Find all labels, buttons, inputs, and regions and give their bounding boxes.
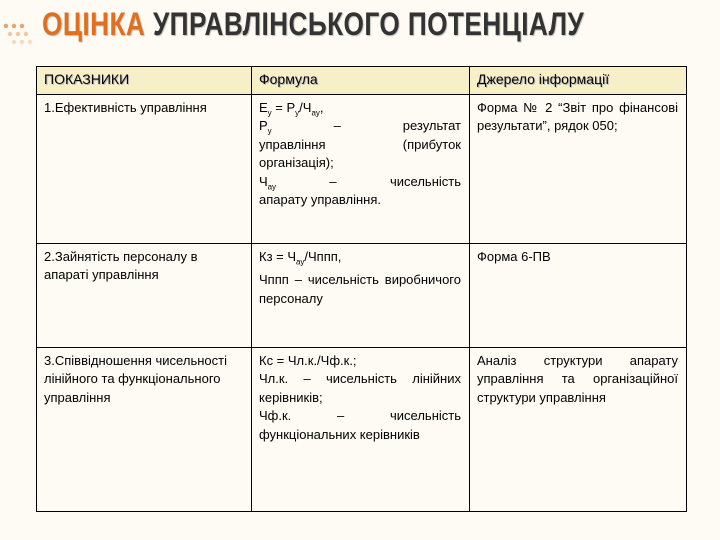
formula-definition-functional: Чф.к. – чисельність функціональних керівників <box>259 408 461 442</box>
indicators-table <box>36 66 687 512</box>
formula-def-p-line1: $Р_у$ – результат <box>259 118 461 137</box>
indicator-cell: 2.Зайнятість персоналу в апараті управління <box>37 244 252 348</box>
header-formula: Формула <box>252 67 470 95</box>
slide-title-rest: УПРАВЛІНСЬКОГО ПОТЕНЦІАЛУ <box>145 6 585 42</box>
table-header-row <box>37 67 687 95</box>
decorative-dots <box>0 18 38 58</box>
slide-title <box>42 6 584 43</box>
formula-equation: $Е_у = Р_у/Ч_{ау}$, <box>259 100 324 118</box>
table-row <box>37 348 687 512</box>
indicator-cell: 1.Ефективність управління <box>37 95 252 244</box>
formula-equation: Кз = $Ч_{ау}$/Чппп, <box>259 249 342 267</box>
formula-def-ch-line2: апарату управління. <box>259 192 381 208</box>
header-source: Джерело інформації <box>470 67 687 95</box>
slide-title-accent: ОЦІНКА <box>42 6 146 42</box>
formula-cell <box>252 244 470 348</box>
formula-equation: Кс = Чл.к./Чф.к.; <box>259 353 357 368</box>
table-row <box>37 244 687 348</box>
formula-def-ch-line1: $Ч_{ау}$ – чисельність <box>259 173 461 192</box>
source-cell: Аналіз структури апарату управління та організаційної структури управління <box>470 348 687 512</box>
formula-definition: Чппп – чисельність виробничого персоналу <box>259 272 461 306</box>
formula-definition-linear: Чл.к. – чисельність лінійних керівників; <box>259 371 461 405</box>
indicator-cell: 3.Співвідношення чисельності лінійного та функціонального управління <box>37 348 252 512</box>
source-cell: Форма № 2 “Звіт про фінансові результати”, рядок 050; <box>470 95 687 244</box>
formula-cell <box>252 95 470 244</box>
table-row <box>37 95 687 244</box>
formula-cell <box>252 348 470 512</box>
source-cell: Форма 6-ПВ <box>470 244 687 348</box>
header-indicators: ПОКАЗНИКИ <box>37 67 252 95</box>
formula-def-p-line2: управління (прибуток організація); <box>259 136 461 171</box>
